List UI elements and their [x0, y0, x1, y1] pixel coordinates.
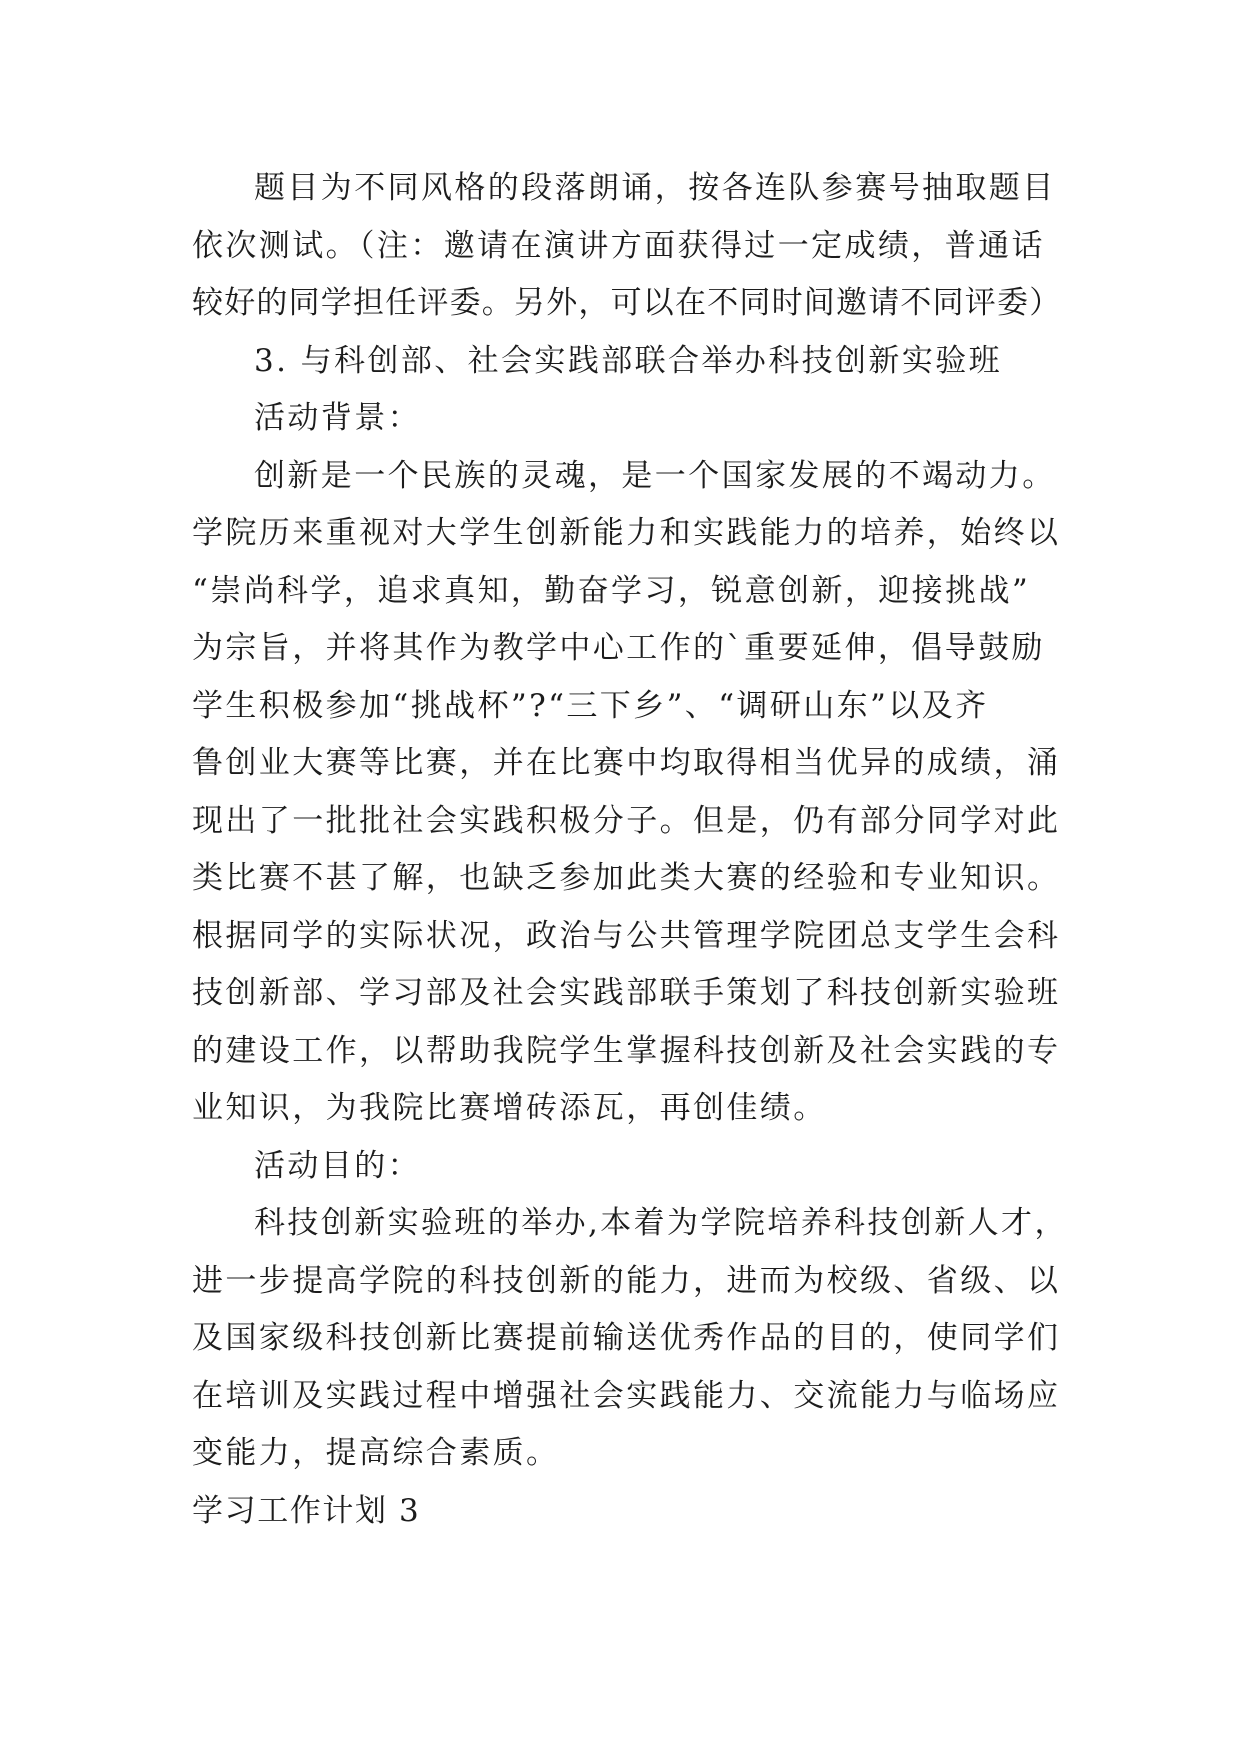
paragraph-line: 技创新部、学习部及社会实践部联手策划了科技创新实验班 [192, 975, 1061, 1011]
section-heading: 3. 与科创部、社会实践部联合举办科技创新实验班 [254, 342, 1003, 379]
paragraph-line: 较好的同学担任评委。另外，可以在不同时间邀请不同评委） [192, 285, 1062, 321]
paragraph-line: “崇尚科学，追求真知，勤奋学习，锐意创新，迎接挑战” [192, 572, 1031, 609]
paragraph-line: 学生积极参加“挑战杯”?“三下乡”、“调研山东”以及齐 [192, 687, 989, 724]
paragraph-line: 及国家级科技创新比赛提前输送优秀作品的目的，使同学们 [192, 1320, 1061, 1356]
paragraph-line: 变能力，提高综合素质。 [192, 1435, 560, 1471]
subheading-background: 活动背景： [254, 400, 421, 436]
paragraph-line: 类比赛不甚了解，也缺乏参加此类大赛的经验和专业知识。 [192, 860, 1061, 896]
document-body [192, 160, 1068, 1540]
paragraph-line: 依次测试。（注：邀请在演讲方面获得过一定成绩，普通话 [192, 227, 1045, 264]
paragraph-line: 学院历来重视对大学生创新能力和实践能力的培养，始终以 [192, 515, 1061, 551]
section-title: 学习工作计划 3 [192, 1492, 421, 1529]
paragraph-line: 根据同学的实际状况，政治与公共管理学院团总支学生会科 [192, 917, 1061, 954]
paragraph-line: 进一步提高学院的科技创新的能力，进而为校级、省级、以 [192, 1262, 1061, 1299]
paragraph-line: 为宗旨，并将其作为教学中心工作的`重要延伸，倡导鼓励 [192, 630, 1045, 666]
paragraph-line: 业知识，为我院比赛增砖添瓦，再创佳绩。 [192, 1090, 827, 1126]
paragraph-line: 鲁创业大赛等比赛，并在比赛中均取得相当优异的成绩，涌 [192, 745, 1061, 781]
paragraph-line: 现出了一批批社会实践积极分子。但是，仍有部分同学对此 [192, 802, 1061, 839]
paragraph-line: 在培训及实践过程中增强社会实践能力、交流能力与临场应 [192, 1377, 1061, 1414]
paragraph-line: 科技创新实验班的举办,本着为学院培养科技创新人才， [254, 1205, 1068, 1241]
paragraph-line: 创新是一个民族的灵魂，是一个国家发展的不竭动力。 [254, 457, 1056, 494]
paragraph-line: 题目为不同风格的段落朗诵，按各连队参赛号抽取题目 [254, 170, 1056, 206]
subheading-purpose: 活动目的： [254, 1147, 421, 1184]
paragraph-line: 的建设工作，以帮助我院学生掌握科技创新及社会实践的专 [192, 1032, 1061, 1069]
